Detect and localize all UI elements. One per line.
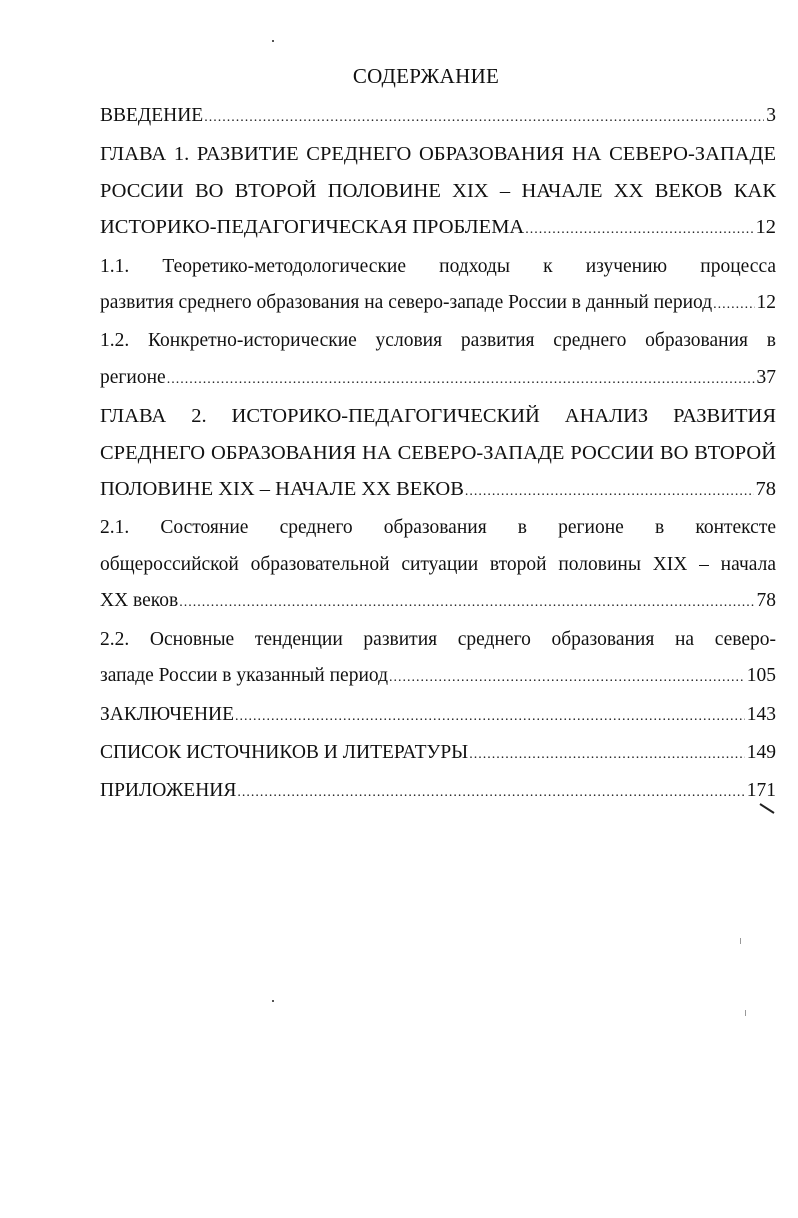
dot-leader [525, 212, 753, 248]
toc-page-number: 149 [746, 741, 776, 763]
toc-entry-section-2-1[interactable] [100, 510, 776, 621]
toc-entry-label: СПИСОК ИСТОЧНИКОВ И ЛИТЕРАТУРЫ [100, 741, 469, 763]
toc-page-number: 143 [746, 703, 776, 725]
page-title: СОДЕРЖАНИЕ [352, 64, 500, 88]
toc-entry-label: ВВЕДЕНИЕ [100, 105, 204, 126]
toc-page-number: 3 [766, 105, 776, 126]
toc-entry-line: ГЛАВА 2. ИСТОРИКО-ПЕДАГОГИЧЕСКИЙ АНАЛИЗ РАЗВИТИЯ [100, 405, 776, 428]
toc-entry-line: 2.1. Состояние среднего образования в регионе в контексте [100, 517, 776, 539]
toc-entry-line: XX веков [100, 590, 179, 612]
toc-page-number: 37 [756, 366, 776, 388]
toc-entry-line: ПОЛОВИНЕ XIX – НАЧАЛЕ XX ВЕКОВ [100, 478, 464, 501]
toc-entry-line: ГЛАВА 1. РАЗВИТИЕ СРЕДНЕГО ОБРАЗОВАНИЯ НА СЕВЕРО-ЗАПАДЕ [100, 143, 776, 166]
toc-entry-line: СРЕДНЕГО ОБРАЗОВАНИЯ НА СЕВЕРО-ЗАПАДЕ РОССИИ ВО ВТОРОЙ [100, 441, 776, 464]
scan-speck [272, 1000, 274, 1002]
toc-entry-line: 1.2. Конкретно-исторические условия развития среднего образования в [100, 330, 776, 352]
toc-entry-chapter-1[interactable] [100, 136, 776, 248]
scan-speck [745, 1010, 746, 1016]
dot-leader [235, 699, 745, 735]
dot-leader [469, 737, 745, 773]
scan-speck [272, 40, 274, 42]
table-of-contents [100, 98, 776, 812]
toc-entry-appendices[interactable] [100, 773, 776, 811]
dot-leader [204, 100, 764, 136]
dot-leader [465, 474, 754, 510]
toc-page-number: 171 [746, 780, 776, 802]
toc-entry-intro[interactable] [100, 98, 776, 136]
toc-entry-line: 2.2. Основные тенденции развития среднего образования на северо- [100, 628, 776, 650]
toc-page-number: 78 [756, 590, 776, 612]
toc-entry-line: РОССИИ ВО ВТОРОЙ ПОЛОВИНЕ XIX – НАЧАЛЕ XX ВЕКОВ КАК [100, 179, 776, 202]
dot-leader [179, 585, 754, 621]
toc-entry-chapter-2[interactable] [100, 398, 776, 510]
toc-page-number: 105 [746, 665, 776, 687]
toc-entry-label: ПРИЛОЖЕНИЯ [100, 780, 237, 802]
toc-entry-line: регионе [100, 366, 166, 388]
toc-entry-line: общероссийской образовательной ситуации второй половины XIX – начала [100, 553, 776, 575]
toc-entry-line: 1.1. Теоретико-методологические подходы к изучению процесса [100, 255, 776, 277]
toc-page-number: 12 [755, 216, 776, 239]
toc-entry-label: ЗАКЛЮЧЕНИЕ [100, 703, 235, 725]
toc-entry-line: ИСТОРИКО-ПЕДАГОГИЧЕСКАЯ ПРОБЛЕМА [100, 216, 525, 239]
toc-entry-section-1-1[interactable] [100, 249, 776, 324]
dot-leader [237, 775, 744, 811]
dot-leader [389, 660, 745, 696]
scan-speck [740, 938, 741, 944]
toc-entry-line: западе России в указанный период [100, 665, 388, 687]
toc-entry-sources[interactable] [100, 735, 776, 773]
scan-mark [758, 802, 778, 816]
toc-page-number: 12 [756, 292, 776, 314]
toc-page-number: 78 [755, 478, 776, 501]
dot-leader [167, 362, 755, 398]
toc-entry-conclusion[interactable] [100, 697, 776, 735]
dot-leader [713, 287, 754, 323]
toc-entry-section-1-2[interactable] [100, 323, 776, 398]
toc-entry-line: развития среднего образования на северо-западе России в данный период [100, 292, 713, 314]
toc-entry-section-2-2[interactable] [100, 622, 776, 697]
